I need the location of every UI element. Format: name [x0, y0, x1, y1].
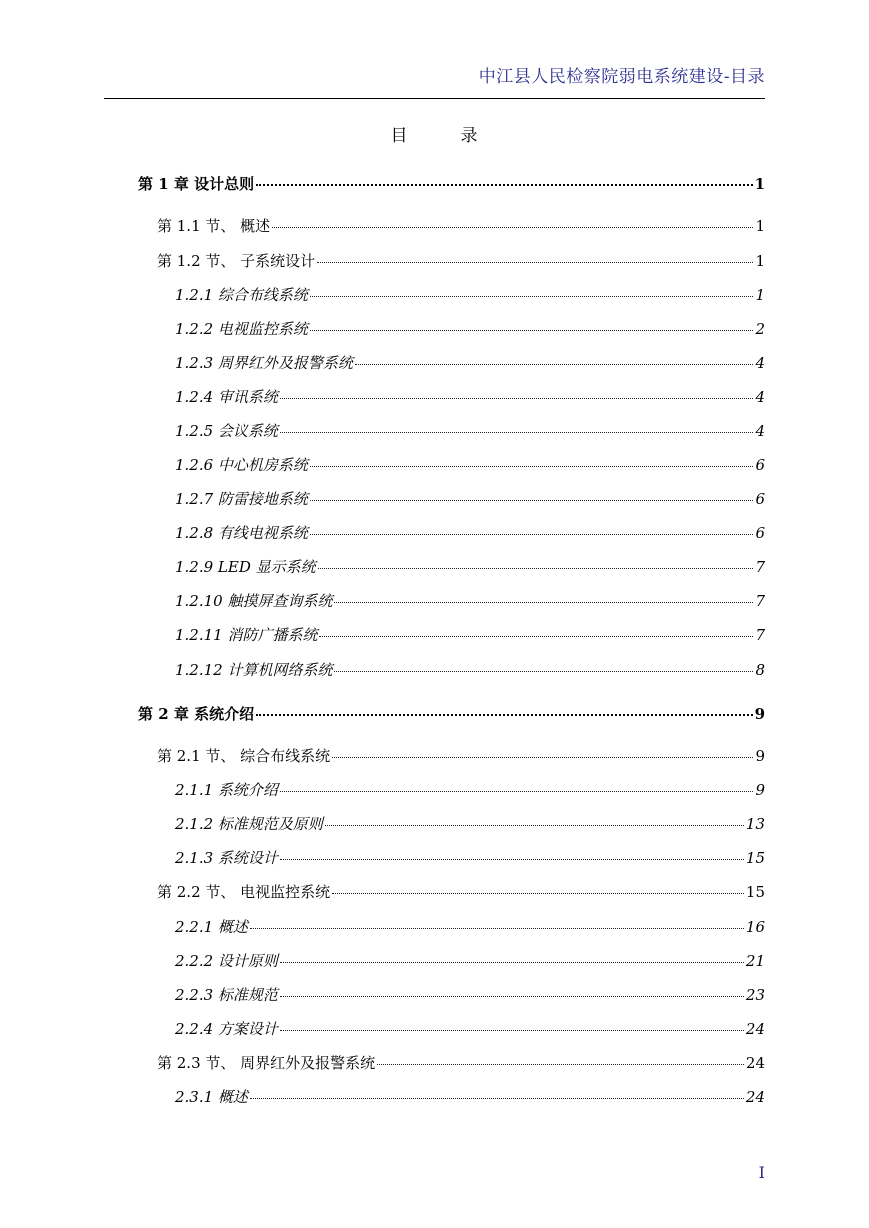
- toc-entry-page: 6: [755, 456, 765, 474]
- toc-entry-label: 2.2.1 概述: [175, 918, 248, 936]
- toc-entry-label: 2.2.2 设计原则: [175, 952, 278, 970]
- toc-entry-page: 7: [755, 592, 765, 610]
- toc-entry-label: 2.2.3 标准规范: [175, 986, 278, 1004]
- toc-entry-label: 第 2.2 节、 电视监控系统: [157, 883, 331, 901]
- toc-entry-page: 7: [755, 558, 765, 576]
- toc-entry-page: 2: [755, 320, 765, 338]
- toc-entry-label: 1.2.10 触摸屏查询系统: [175, 592, 333, 610]
- toc-entry-page: 15: [745, 883, 765, 901]
- toc-entry[interactable]: [175, 950, 765, 971]
- toc-entry[interactable]: [175, 556, 765, 577]
- toc-entry[interactable]: [175, 1086, 765, 1107]
- toc-entry[interactable]: [157, 745, 765, 766]
- dot-leader: [280, 397, 754, 399]
- toc-entry-page: 9: [754, 705, 765, 723]
- toc-entry-label: 2.1.2 标准规范及原则: [175, 815, 323, 833]
- dot-leader: [334, 601, 753, 603]
- dot-leader: [310, 465, 754, 467]
- dot-leader: [318, 567, 754, 569]
- toc-entry[interactable]: [175, 779, 765, 800]
- toc-entry-label: 1.2.7 防雷接地系统: [175, 490, 308, 508]
- toc-entry-page: 9: [755, 747, 765, 765]
- dot-leader: [256, 183, 752, 186]
- dot-leader: [250, 927, 744, 929]
- toc-entry-label: 1.2.12 计算机网络系统: [175, 661, 333, 679]
- toc-title-right-char: 录: [460, 126, 479, 146]
- toc-entry-page: 4: [755, 354, 765, 372]
- dot-leader: [250, 1097, 744, 1099]
- dot-leader: [280, 858, 744, 860]
- toc-entry-label: 第 1.1 节、 概述: [157, 217, 271, 235]
- toc-entry[interactable]: [175, 318, 765, 339]
- toc-entry-label: 1.2.5 会议系统: [175, 422, 278, 440]
- toc-entry-label: 第 2.1 节、 综合布线系统: [157, 747, 331, 765]
- toc-entry[interactable]: [157, 215, 765, 236]
- toc-entry[interactable]: [175, 284, 765, 305]
- toc-entry-label: 1.2.11 消防广播系统: [175, 626, 318, 644]
- toc-entry-label: 2.1.1 系统介绍: [175, 781, 278, 799]
- toc-entry-label: 2.1.3 系统设计: [175, 849, 278, 867]
- toc-entry[interactable]: [175, 590, 765, 611]
- toc-entry-label: 1.2.2 电视监控系统: [175, 320, 308, 338]
- dot-leader: [325, 824, 744, 826]
- dot-leader: [332, 756, 753, 758]
- toc-entry-page: 13: [745, 815, 765, 833]
- toc-entry-label: 2.2.4 方案设计: [175, 1020, 278, 1038]
- toc-entry-label: 第 1 章 设计总则: [138, 175, 255, 193]
- toc-entry-page: 16: [745, 918, 765, 936]
- dot-leader: [272, 226, 753, 228]
- toc-entry-label: 第 2 章 系统介绍: [138, 705, 255, 723]
- toc-entry-label: 1.2.4 审讯系统: [175, 388, 278, 406]
- dot-leader: [280, 790, 754, 792]
- toc-title-left-char: 目: [390, 126, 409, 146]
- toc-entry-page: 7: [755, 626, 765, 644]
- dot-leader: [280, 1029, 744, 1031]
- dot-leader: [334, 670, 753, 672]
- toc-entry[interactable]: [175, 522, 765, 543]
- dot-leader: [280, 431, 754, 433]
- toc-entry[interactable]: [157, 250, 765, 271]
- toc-entry-label: 1.2.8 有线电视系统: [175, 524, 308, 542]
- dot-leader: [332, 892, 744, 894]
- toc-entry[interactable]: [175, 1018, 765, 1039]
- dot-leader: [377, 1063, 744, 1065]
- toc-entry[interactable]: [175, 984, 765, 1005]
- toc-entry-label: 1.2.6 中心机房系统: [175, 456, 308, 474]
- toc-entry[interactable]: [175, 420, 765, 441]
- dot-leader: [280, 961, 744, 963]
- page-number: I: [758, 1163, 765, 1182]
- toc-entry[interactable]: [175, 624, 765, 645]
- toc-entry[interactable]: [175, 847, 765, 868]
- dot-leader: [317, 261, 753, 263]
- toc-entry-page: 1: [755, 252, 765, 270]
- toc-entry-label: 1.2.9 LED 显示系统: [175, 558, 316, 576]
- dot-leader: [310, 533, 754, 535]
- toc-entry-page: 1: [755, 217, 765, 235]
- toc-entry-page: 1: [755, 286, 765, 304]
- dot-leader: [280, 995, 744, 997]
- toc-entry[interactable]: [175, 659, 765, 680]
- toc-entry[interactable]: [175, 352, 765, 373]
- dot-leader: [310, 329, 754, 331]
- dot-leader: [310, 295, 754, 297]
- toc-entry-label: 1.2.3 周界红外及报警系统: [175, 354, 353, 372]
- toc-entry-label: 1.2.1 综合布线系统: [175, 286, 308, 304]
- toc-entry-page: 15: [745, 849, 765, 867]
- toc-entry[interactable]: [138, 173, 765, 194]
- toc-entry-page: 23: [745, 986, 765, 1004]
- toc-entry[interactable]: [157, 1052, 765, 1073]
- document-header-title: 中江县人民检察院弱电系统建设-目录: [478, 67, 765, 87]
- dot-leader: [355, 363, 754, 365]
- toc-entry-page: 24: [745, 1088, 765, 1106]
- toc-entry[interactable]: [175, 386, 765, 407]
- toc-entry-page: 24: [745, 1020, 765, 1038]
- toc-entry[interactable]: [175, 916, 765, 937]
- toc-entry-label: 第 2.3 节、 周界红外及报警系统: [157, 1054, 376, 1072]
- toc-entry-page: 6: [755, 490, 765, 508]
- toc-entry-page: 24: [745, 1054, 765, 1072]
- toc-entry-label: 第 1.2 节、 子系统设计: [157, 252, 316, 270]
- toc-entry-page: 4: [755, 388, 765, 406]
- toc-entry-page: 1: [754, 175, 765, 193]
- toc-entry-page: 6: [755, 524, 765, 542]
- toc-entry[interactable]: [157, 881, 765, 902]
- toc-entry-page: 9: [755, 781, 765, 799]
- toc-entry-page: 4: [755, 422, 765, 440]
- toc-entry-page: 8: [755, 661, 765, 679]
- toc-entry-page: 21: [745, 952, 765, 970]
- toc-entry-label: 2.3.1 概述: [175, 1088, 248, 1106]
- toc-entry[interactable]: [138, 703, 765, 724]
- dot-leader: [319, 635, 753, 637]
- dot-leader: [310, 499, 754, 501]
- toc-entry[interactable]: [175, 454, 765, 475]
- dot-leader: [256, 713, 752, 716]
- toc-entry[interactable]: [175, 488, 765, 509]
- toc-entry[interactable]: [175, 813, 765, 834]
